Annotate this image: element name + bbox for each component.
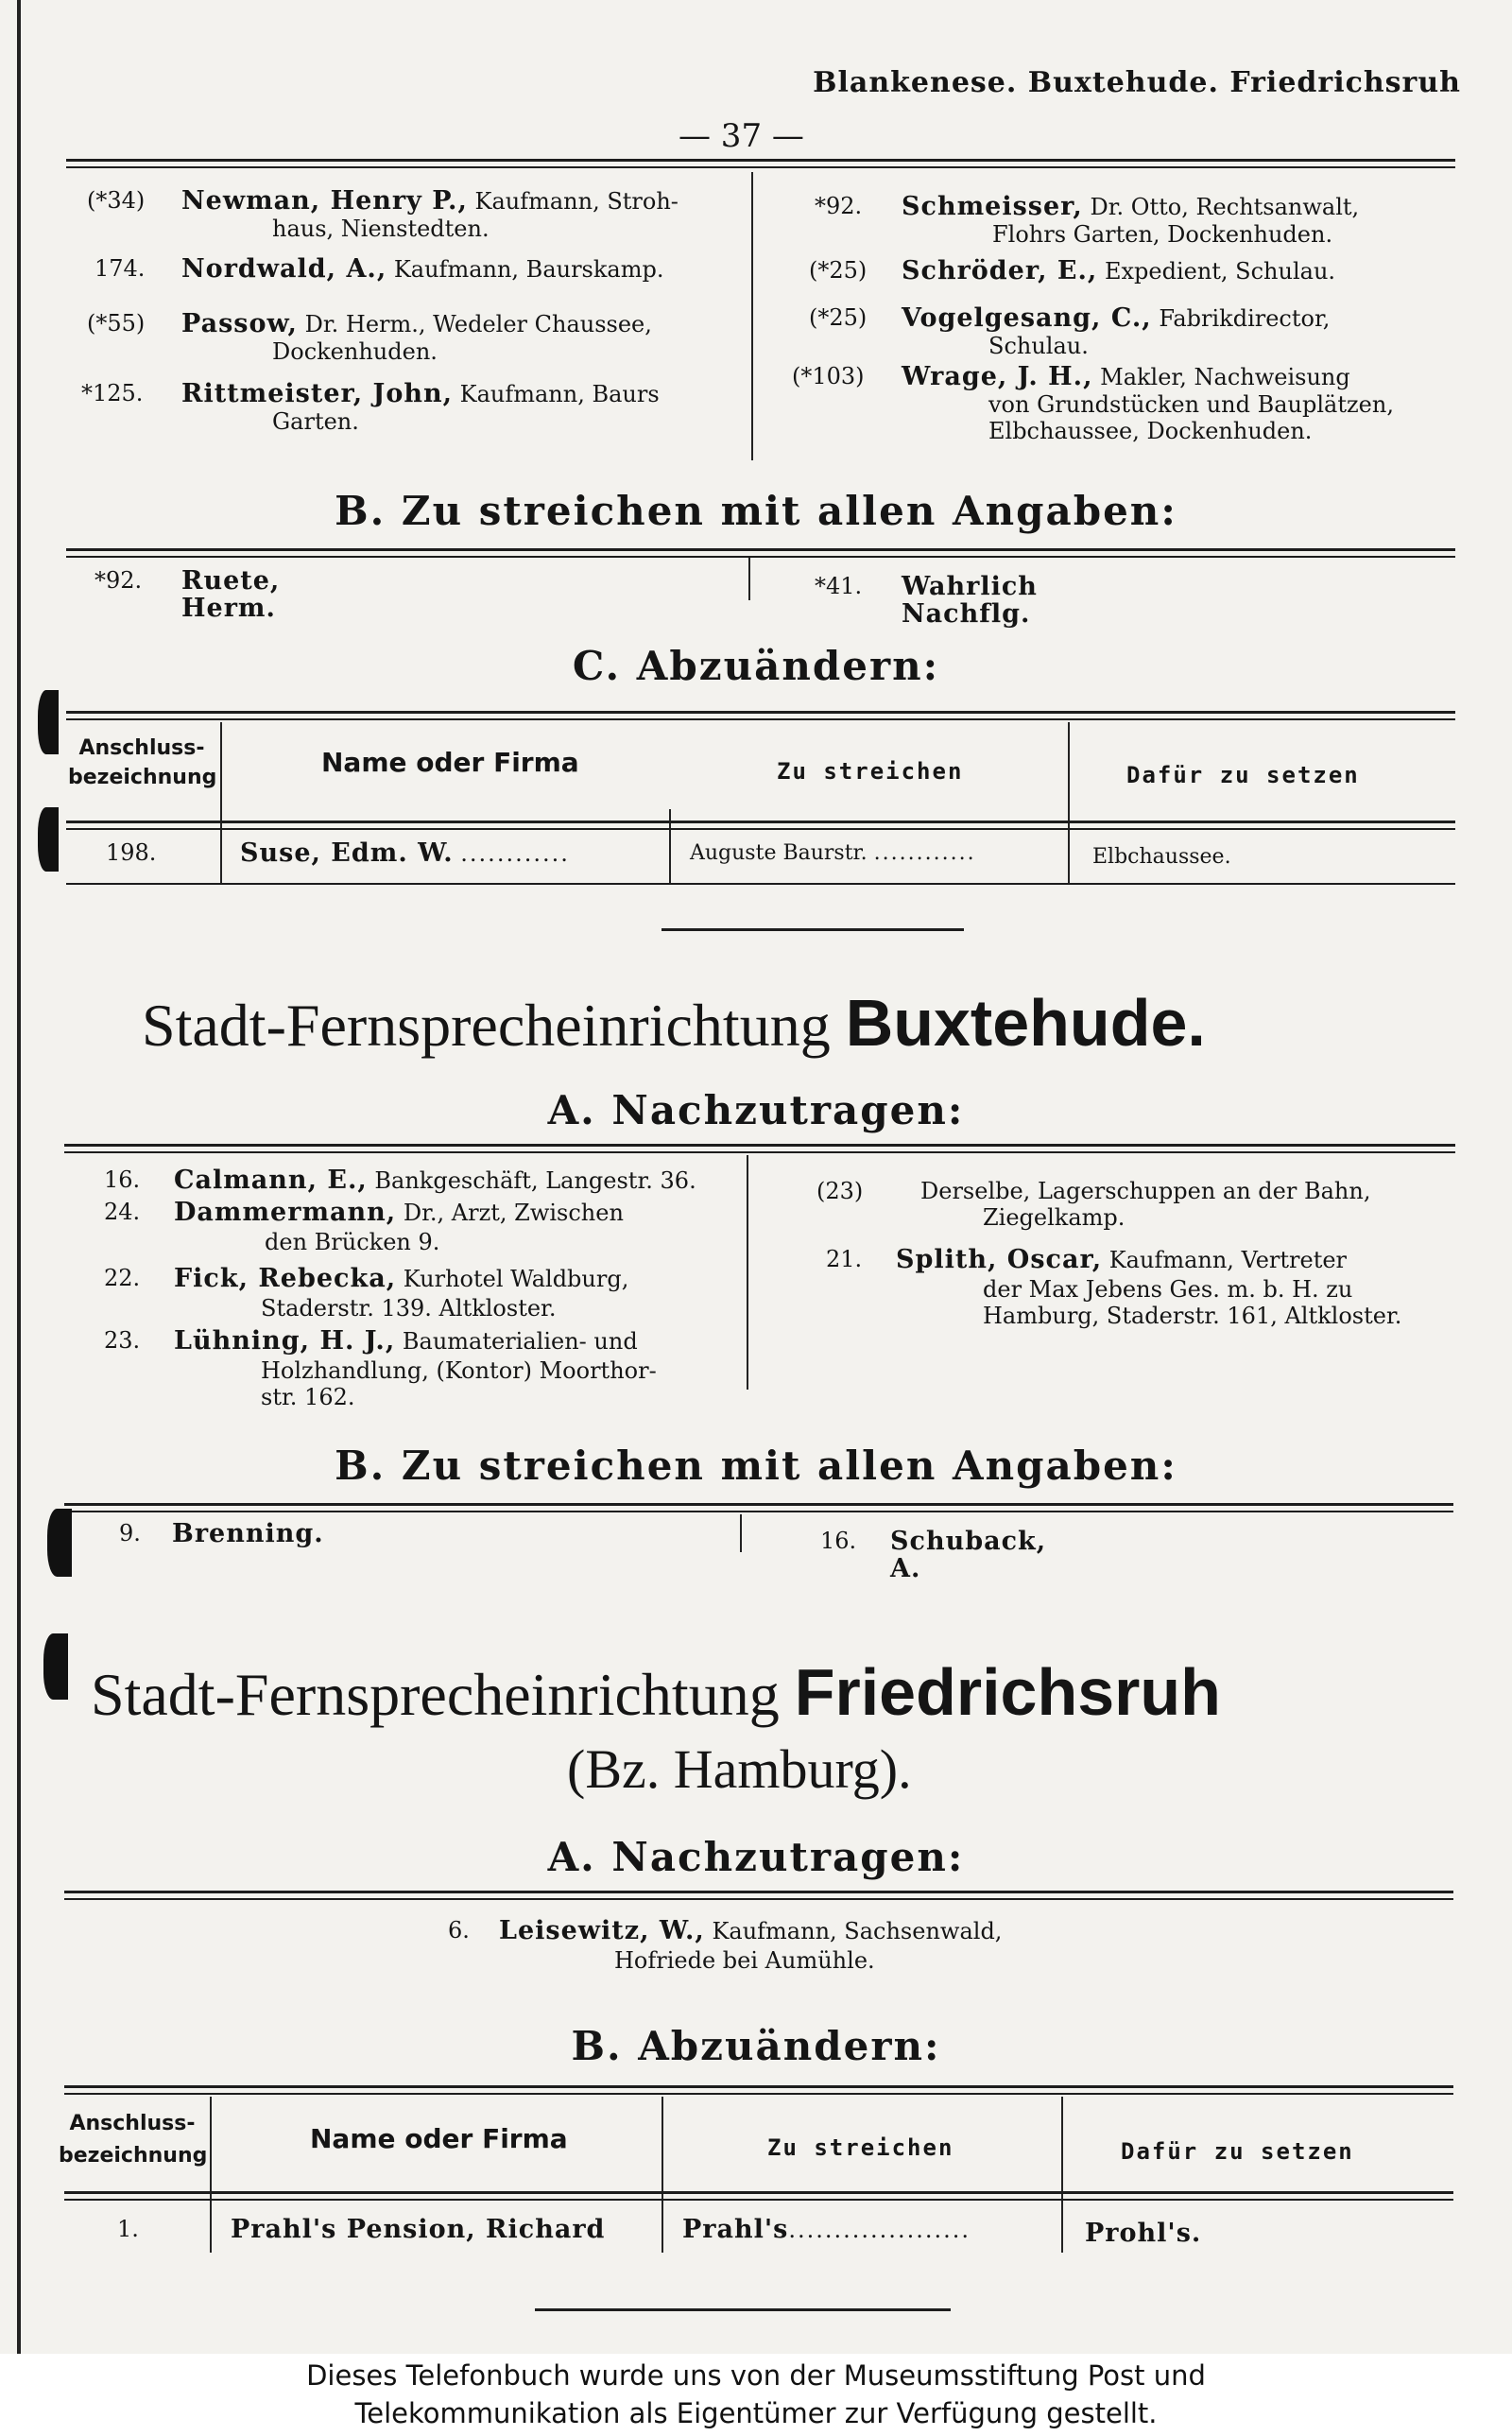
- column-header: Zu streichen: [777, 758, 964, 785]
- column-divider: [747, 1155, 748, 1390]
- binding-mark: [38, 690, 59, 754]
- page-title: Stadt-Fernsprecheinrichtung Friedrichsruh: [91, 1655, 1221, 1729]
- list-item-continuation: Holzhandlung, (Kontor) Moorthor-: [261, 1357, 657, 1384]
- separator-rule: [535, 2308, 951, 2311]
- list-item-continuation: Elbchaussee, Dockenhuden.: [988, 418, 1313, 444]
- header-rule-thin: [66, 166, 1455, 168]
- section-heading: B. Abzuändern:: [571, 2023, 941, 2069]
- table-top-rule-thin: [64, 2093, 1453, 2095]
- section-rule-thin: [64, 1151, 1455, 1153]
- separator-rule: [662, 928, 964, 931]
- table-top-rule-thin: [66, 718, 1455, 720]
- column-header: Dafür zu setzen: [1126, 762, 1360, 788]
- column-divider: [748, 558, 750, 600]
- column-header: Zu streichen: [767, 2134, 954, 2161]
- section-heading: A. Nachzutragen:: [547, 1087, 965, 1133]
- table-header-rule: [64, 2191, 1453, 2194]
- table-top-rule: [66, 711, 1455, 714]
- section-rule-thin: [64, 1511, 1453, 1512]
- column-header: Anschluss- bezeichnung: [68, 736, 217, 789]
- section-rule: [64, 1144, 1455, 1147]
- list-item-continuation: Hamburg, Staderstr. 161, Altkloster.: [983, 1303, 1402, 1329]
- list-item-continuation: haus, Nienstedten.: [272, 216, 490, 242]
- table-row: 198. Suse, Edm. W. ............ Auguste Baurstr. ............ Elbchaussee.: [106, 838, 1231, 869]
- table-header-rule-thin: [66, 828, 1455, 830]
- table-header-rule-thin: [64, 2199, 1453, 2201]
- column-divider: [740, 1514, 742, 1552]
- page-title: Stadt-Fernsprecheinrichtung Buxtehude.: [142, 986, 1206, 1060]
- section-rule: [66, 548, 1455, 551]
- column-header: Dafür zu setzen: [1121, 2138, 1354, 2165]
- section-rule-thin: [64, 1898, 1453, 1900]
- table-top-rule: [64, 2085, 1453, 2088]
- column-header: Anschluss- bezeichnung: [59, 2112, 208, 2168]
- binding-mark: [38, 807, 59, 872]
- column-header: Name oder Firma: [310, 2123, 568, 2154]
- page-number: — 37 —: [679, 117, 804, 155]
- scanned-page: Blankenese. Buxtehude. Friedrichsruh — 37 — (*34) Newman, Henry P., Kaufmann, Stroh- haus, Nienstedten. 174. Nordwald, A., Kaufmann, Baurskamp. (*55) Passow, Dr. Herm., Wedeler Chaussee, Dockenhuden. *125. Rittmeister, John, Kaufmann, Baurs Garten. *92. Schmeisser, Dr. Otto, Rechtsanwalt, Flohrs Garten, Dockenhuden. (*25) Schröder, E., Expedient, Schulau. (*25) Vogelgesang, C., Fabrikdirector, Schulau. (*103) Wrage, J. H., Makler, Nachweisung von Grundstücken und Bauplätzen, Elbchaussee, Dockenhuden. B. Zu streichen mit allen Angaben: *92. Ruete, Herm. *41. Wahrlich Nachflg. C. Abzuändern: Anschluss- bezeichnung Name oder Firma Zu streichen Dafür zu setzen 198. Suse, Edm. W. ............ Auguste Baurstr. ............ Elbchaussee. Stadt-Fernsprecheinrichtung Buxtehude. A. Nachzutragen: 16. Calmann, E., Bankgeschäft, Langestr. 36. 24. Dammermann, Dr., Arzt, Zwischen den Brücken 9. 22. Fick, Rebecka, Kurhotel Waldburg, Staderstr. 139. Altkloster. 23. Lühning, H. J., Baumaterialien- und Holzhandlung, (Kontor) Moorthor- str. 162. (23) Derselbe, Lagerschuppen an der Bahn, Ziegelkamp. 21. Splith, Oscar, Kaufmann, Vertreter der Max Jebens Ges. m. b. H. zu Hamburg, Staderstr. 161, Altkloster. B. Zu streichen mit allen Angaben: 9. Brenning. 16. Schuback, A. Stadt-Fernsprecheinrichtung Friedrichsruh (Bz. Hamburg). A. Nachzutragen: 6. Leisewitz, W., Kaufmann, Sachsenwald, Hofriede bei Aumühle. B. Abzuändern: Anschluss- bezeichnung Name oder Firma Zu streichen Dafür zu setzen 1. Prahl's Pension, Richard Prahl's.................... Prohl's.: [0, 0, 1512, 2354]
- page-edge-line: [17, 0, 21, 2354]
- table-row: 1. Prahl's Pension, Richard Prahl's.................... Prohl's.: [117, 2215, 1202, 2248]
- list-item-continuation: Staderstr. 139. Altkloster.: [261, 1295, 557, 1322]
- table-bottom-rule: [66, 883, 1455, 885]
- list-item-continuation: Dockenhuden.: [272, 338, 438, 365]
- list-item-continuation: Schulau.: [988, 333, 1089, 359]
- list-item-continuation: Garten.: [272, 408, 359, 435]
- binding-mark: [47, 1509, 72, 1577]
- list-item-continuation: von Grundstücken und Bauplätzen,: [988, 391, 1394, 418]
- table-header-rule: [66, 821, 1455, 823]
- list-item-continuation: Flohrs Garten, Dockenhuden.: [992, 221, 1333, 248]
- list-item-continuation: den Brücken 9.: [265, 1229, 440, 1255]
- section-rule: [64, 1503, 1453, 1506]
- binding-mark: [43, 1633, 68, 1700]
- list-item-continuation: der Max Jebens Ges. m. b. H. zu: [983, 1276, 1353, 1303]
- section-heading: C. Abzuändern:: [572, 643, 940, 689]
- list-item-continuation: Hofriede bei Aumühle.: [614, 1947, 875, 1974]
- page-subtitle: (Bz. Hamburg).: [567, 1738, 912, 1800]
- section-rule-thin: [66, 556, 1455, 558]
- footer-line: Dieses Telefonbuch wurde uns von der Museumsstiftung Post und: [306, 2359, 1206, 2392]
- section-heading: A. Nachzutragen:: [547, 1834, 965, 1880]
- footer-line: Telekommunikation als Eigentümer zur Verfügung gestellt.: [354, 2397, 1158, 2429]
- running-header: Blankenese. Buxtehude. Friedrichsruh: [813, 66, 1461, 99]
- header-rule: [66, 159, 1455, 162]
- column-divider: [751, 172, 753, 460]
- list-item-continuation: str. 162.: [261, 1384, 355, 1410]
- footer-notice: [0, 2354, 1512, 2436]
- section-heading: B. Zu streichen mit allen Angaben:: [335, 1443, 1177, 1489]
- column-header: Name oder Firma: [321, 747, 579, 778]
- section-heading: B. Zu streichen mit allen Angaben:: [335, 488, 1177, 534]
- list-item-continuation: Ziegelkamp.: [983, 1204, 1125, 1231]
- section-rule: [64, 1891, 1453, 1893]
